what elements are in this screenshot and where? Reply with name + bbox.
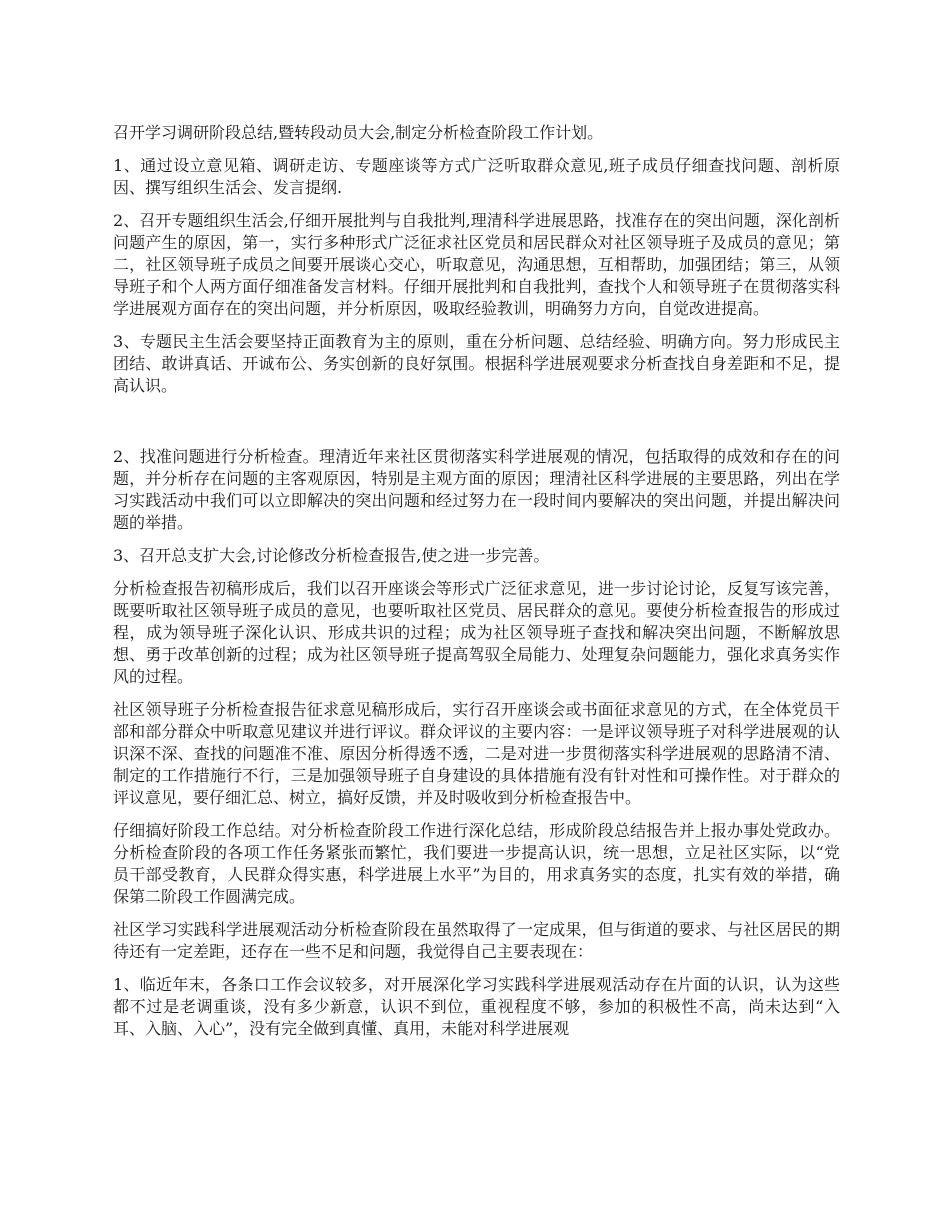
paragraph-shortcomings-intro: 社区学习实践科学进展观活动分析检查阶段在虽然取得了一定成果，但与街道的要求、与社区居民的期待还有一定差距，还存在一些不足和问题，我觉得自己主要表现在： xyxy=(113,920,840,961)
paragraph-item-3-branch-meeting: 3、召开总支扩大会,讨论修改分析检查报告,使之进一步完善。 xyxy=(113,546,550,565)
paragraph-item-2-analysis-check: 2、找准问题进行分析检查。理清近年来社区贯彻落实科学进展观的情况，包括取得的成效和存在的问题，并分析存在问题的主客观原因，特别是主观方面的原因；理清社区科学进展的主要思路，列出在学习实践活动中我们可以立即解决的突出问题和经过努力在一段时间内要解决的突出问题，并提出解决问题的举措。 xyxy=(113,447,840,532)
paragraph-item-2-organization-meeting: 2、召开专题组织生活会,仔细开展批判与自我批判,理清科学进展思路，找准存在的突出问题，深化剖析问题产生的原因，第一，实行多种形式广泛征求社区党员和居民群众对社区领导班子及成员的意见；第二，社区领导班子成员之间要开展谈心交心，听取意见，沟通思想，互相帮助，加强团结；第三，从领导班子和个人两方面仔细准备发言材料。仔细开展批判和自我批判，查找个人和领导班子在贯彻落实科学进展观方面存在的突出问题，并分析原因，吸取经验教训，明确努力方向，自觉改进提高。 xyxy=(113,211,840,318)
paragraph-meeting-summary: 召开学习调研阶段总结,暨转段动员大会,制定分析检查阶段工作计划。 xyxy=(113,123,604,142)
paragraph-draft-report: 分析检查报告初稿形成后，我们以召开座谈会等形式广泛征求意见，进一步讨论讨论，反复写该完善，既要听取社区领导班子成员的意见，也要听取社区党员、居民群众的意见。要使分析检查报告的形成过程，成为领导班子深化认识、形成共识的过程；成为社区领导班子查找和解决突出问题，不断解放思想、勇于改革创新的过程；成为社区领导班子提高驾驭全局能力、处理复杂问题能力，强化求真务实作风的过程。 xyxy=(113,579,840,686)
paragraph-item-1-opinions: 1、通过设立意见箱、调研走访、专题座谈等方式广泛听取群众意见,班子成员仔细查找问题、剖析原因、撰写组织生活会、发言提纲. xyxy=(113,156,840,197)
paragraph-item-3-democratic-meeting: 3、专题民主生活会要坚持正面教育为主的原则，重在分析问题、总结经验、明确方向。努力形成民主团结、敢讲真话、开诚布公、务实创新的良好氛围。根据科学进展观要求分析查找自身差距和不足，提高认识。 xyxy=(113,332,840,395)
paragraph-stage-summary: 仔细搞好阶段工作总结。对分析检查阶段工作进行深化总结，形成阶段总结报告并上报办事处党政办。分析检查阶段的各项工作任务紧张而繁忙，我们要进一步提高认识，统一思想，立足社区实际，以“党员干部受教育，人民群众得实惠，科学进展上水平”为目的，用求真务实的态度，扎实有效的举措，确保第二阶段工作圆满完成。 xyxy=(113,821,840,906)
section-gap xyxy=(113,408,840,446)
paragraph-shortcoming-1: 1、临近年末，各条口工作会议较多，对开展深化学习实践科学进展观活动存在片面的认识，认为这些都不过是老调重谈，没有多少新意，认识不到位，重视程度不够，参加的积极性不高，尚未达到“入耳、入脑、入心”，没有完全做到真懂、真用，未能对科学进展观 xyxy=(113,975,840,1038)
document-page xyxy=(113,122,840,1051)
paragraph-opinion-review: 社区领导班子分析检查报告征求意见稿形成后，实行召开座谈会或书面征求意见的方式，在全体党员干部和部分群众中听取意见建议并进行评议。群众评议的主要内容：一是评议领导班子对科学进展观的认识深不深、查找的问题准不准、原因分析得透不透，二是对进一步贯彻落实科学进展观的思路清不清、制定的工作措施行不行，三是加强领导班子自身建设的具体措施有没有针对性和可操作性。对于群众的评议意见，要仔细汇总、树立，搞好反馈，并及时吸收到分析检查报告中。 xyxy=(113,700,840,807)
